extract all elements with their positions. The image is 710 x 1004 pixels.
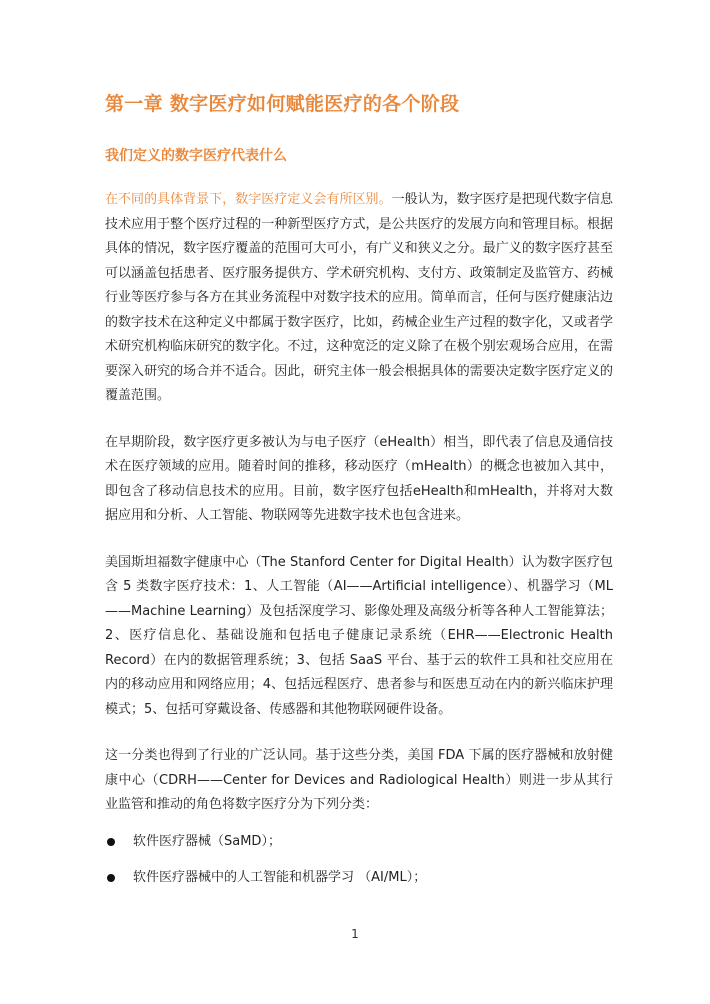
paragraph-definition	[105, 188, 613, 409]
paragraph-stanford	[105, 551, 613, 723]
paragraph-text: 这一分类也得到了行业的广泛认同。基于这些分类，美国 FDA 下属的医疗器械和放射健康中心（CDRH——Center for Devices and Radiological Health）则进一步从其行业监管和推动的角色将数字医疗分为下列分类：	[105, 748, 613, 812]
paragraph-fda	[105, 744, 613, 818]
page-number: 1	[351, 927, 359, 941]
paragraph-text: 在早期阶段，数字医疗更多被认为与电子医疗（eHealth）相当，即代表了信息及通信技术在医疗领域的应用。随着时间的推移，移动医疗（mHealth）的概念也被加入其中，即包含了移动信息技术的应用。目前，数字医疗包括eHealth和mHealth，并将对大数据应用和分析、人工智能、物联网等先进数字技术也包含进来。	[105, 434, 613, 523]
paragraph-early-stage	[105, 431, 613, 529]
list-item-text: 软件医疗器械（SaMD）；	[133, 833, 281, 849]
paragraph-text: 一般认为，数字医疗是把现代数字信息技术应用于整个医疗过程的一种新型医疗方式，是公共医疗的发展方向和管理目标。根据具体的情况，数字医疗覆盖的范围可大可小，有广义和狭义之分。最广义的数字医疗甚至可以涵盖包括患者、医疗服务提供方、学术研究机构、支付方、政策制定及监管方、药械行业等医疗参与各方在其业务流程中对数字技术的应用。简单而言，任何与医疗健康沾边的数字技术在这种定义中都属于数字医疗，比如，药械企业生产过程的数字化，又或者学术研究机构临床研究的数字化。不过，这种宽泛的定义除了在极个别宏观场合应用，在需要深入研究的场合并不适合。因此，研究主体一般会根据具体的需要决定数字医疗定义的覆盖范围。	[105, 192, 613, 403]
section-title: 我们定义的数字医疗代表什么	[105, 148, 287, 164]
list-item	[105, 866, 613, 890]
list-item-text: 软件医疗器械中的人工智能和机器学习 （AI/ML）；	[133, 869, 427, 885]
page-content	[105, 88, 613, 902]
chapter-title: 第一章 数字医疗如何赋能医疗的各个阶段	[105, 93, 460, 115]
category-list	[105, 830, 613, 890]
paragraph-lead-highlight: 在不同的具体背景下，数字医疗定义会有所区别。	[105, 192, 392, 207]
bullet-icon	[107, 874, 115, 882]
list-item	[105, 830, 613, 854]
paragraph-text: 美国斯坦福数字健康中心（The Stanford Center for Digital Health）认为数字医疗包含 5 类数字医疗技术：1、人工智能（AI——Artificial intelligence）、机器学习（ML——Machine Learning）及包括深度学习、影像处理及高级分析等各种人工智能算法；2、医疗信息化、基础设施和包括电子健康记录系统（EHR——Electronic Health Record）在内的数据管理系统；3、包括 SaaS 平台、基于云的软件工具和社交应用在内的移动应用和网络应用；4、包括远程医疗、患者参与和医患互动在内的新兴临床护理模式；5、包括可穿戴设备、传感器和其他物联网硬件设备。	[105, 554, 613, 717]
bullet-icon	[107, 838, 115, 846]
